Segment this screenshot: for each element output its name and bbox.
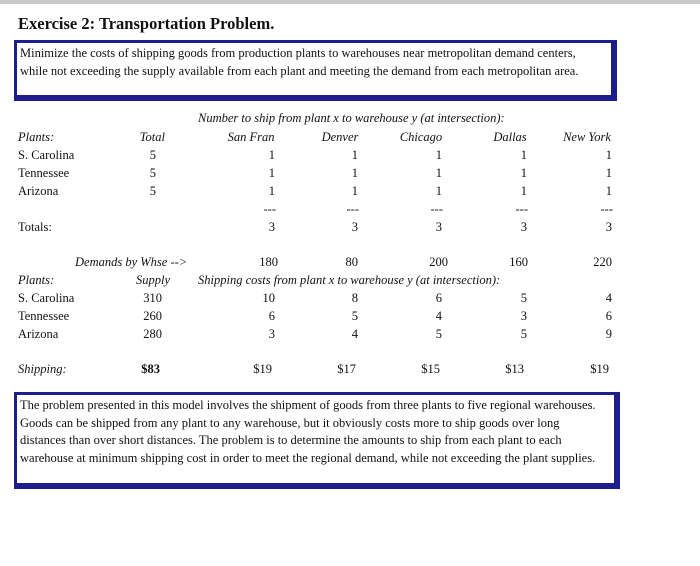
ship-cell: 1 xyxy=(520,148,527,162)
ship-row-plant: S. Carolina xyxy=(18,148,75,162)
cost-cell: 5 xyxy=(435,327,442,341)
description-box xyxy=(14,392,620,489)
cost-cell: 5 xyxy=(520,327,527,341)
ship-plants-label: Plants: xyxy=(18,130,55,144)
ship-row-total: 5 xyxy=(149,184,156,198)
ship-cell: 1 xyxy=(520,166,527,180)
totals-label: Totals: xyxy=(18,220,52,234)
intro-text: Minimize the costs of shipping goods from production plants to warehouses near metropolitan demand centers, while not exceeding the supply available from each plant and meeting the demand from each metropolitan area. xyxy=(20,46,579,78)
ship-cell: 1 xyxy=(435,148,442,162)
cost-row-plant: S. Carolina xyxy=(18,291,75,305)
ship-row-total: 5 xyxy=(149,148,156,162)
total-cell: 3 xyxy=(268,220,275,234)
cost-cell: 10 xyxy=(262,291,275,305)
cost-cell: 5 xyxy=(520,291,527,305)
description-text: The problem presented in this model involves the shipment of goods from three plants to five regional warehouses. Goods can be shipped from any plant to any warehouse, but it obviously costs more to ship goods over long distances than over short distances. The problem is to determine the amounts to ship from each plant to each warehouse at minimum shipping cost in order to meet the regional demand, while not exceeding the plant supplies. xyxy=(20,398,596,465)
cost-cell: 4 xyxy=(351,327,358,341)
supply-cell: 310 xyxy=(143,291,162,305)
ship-cell: 1 xyxy=(435,166,442,180)
page-title: Exercise 2: Transportation Problem. xyxy=(18,14,275,33)
shipping-label: Shipping: xyxy=(18,362,67,376)
ship-cell: 1 xyxy=(520,184,527,198)
ship-row-total: 5 xyxy=(149,166,156,180)
demand-cell: 180 xyxy=(259,255,278,269)
separator: --- xyxy=(263,202,276,216)
ship-cell: 1 xyxy=(435,184,442,198)
ship-cell: 1 xyxy=(351,184,358,198)
intro-box xyxy=(14,40,617,101)
cost-plants-label: Plants: xyxy=(18,273,55,287)
ship-total-header: Total xyxy=(139,130,165,144)
cost-cell: 6 xyxy=(435,291,442,305)
demand-cell: 200 xyxy=(429,255,448,269)
separator: --- xyxy=(600,202,613,216)
ship-cell: 1 xyxy=(605,148,612,162)
ship-caption: Number to ship from plant x to warehouse y (at intersection): xyxy=(198,111,505,125)
cost-caption: Shipping costs from plant x to warehouse y (at intersection): xyxy=(198,273,501,287)
ship-cell: 1 xyxy=(268,148,275,162)
ship-cell: 1 xyxy=(268,166,275,180)
separator: --- xyxy=(430,202,443,216)
ship-cell: 1 xyxy=(351,166,358,180)
cost-cell: 3 xyxy=(268,327,275,341)
top-divider xyxy=(0,0,700,4)
cost-cell: 6 xyxy=(605,309,612,323)
shipping-cell: $13 xyxy=(505,362,524,376)
cost-cell: 4 xyxy=(435,309,442,323)
shipping-cell: $19 xyxy=(590,362,609,376)
ship-row-plant: Tennessee xyxy=(18,166,70,180)
cost-cell: 5 xyxy=(351,309,358,323)
supply-cell: 260 xyxy=(143,309,162,323)
ship-cell: 1 xyxy=(605,184,612,198)
warehouse-header-chicago: Chicago xyxy=(399,130,443,144)
shipping-cell: $15 xyxy=(421,362,440,376)
separator: --- xyxy=(346,202,359,216)
cost-cell: 6 xyxy=(268,309,275,323)
shipping-total: $83 xyxy=(141,362,160,376)
warehouse-header-denver: Denver xyxy=(321,130,359,144)
demand-cell: 80 xyxy=(345,255,358,269)
ship-cell: 1 xyxy=(268,184,275,198)
total-cell: 3 xyxy=(520,220,527,234)
shipping-cell: $19 xyxy=(253,362,272,376)
warehouse-header-new-york: New York xyxy=(563,130,611,144)
shipping-cell: $17 xyxy=(337,362,356,376)
ship-cell: 1 xyxy=(605,166,612,180)
separator: --- xyxy=(515,202,528,216)
demand-label: Demands by Whse --> xyxy=(75,255,188,269)
total-cell: 3 xyxy=(351,220,358,234)
total-cell: 3 xyxy=(605,220,612,234)
cost-cell: 8 xyxy=(351,291,358,305)
ship-cell: 1 xyxy=(351,148,358,162)
warehouse-header-san-fran: San Fran xyxy=(227,130,275,144)
warehouse-header-dallas: Dallas xyxy=(493,130,527,144)
cost-cell: 9 xyxy=(605,327,612,341)
demand-cell: 160 xyxy=(509,255,528,269)
cost-cell: 4 xyxy=(605,291,612,305)
demand-cell: 220 xyxy=(593,255,612,269)
total-cell: 3 xyxy=(435,220,442,234)
ship-row-plant: Arizona xyxy=(18,184,59,198)
cost-cell: 3 xyxy=(520,309,527,323)
supply-header: Supply xyxy=(135,273,170,287)
supply-cell: 280 xyxy=(143,327,162,341)
cost-row-plant: Arizona xyxy=(18,327,59,341)
cost-row-plant: Tennessee xyxy=(18,309,70,323)
